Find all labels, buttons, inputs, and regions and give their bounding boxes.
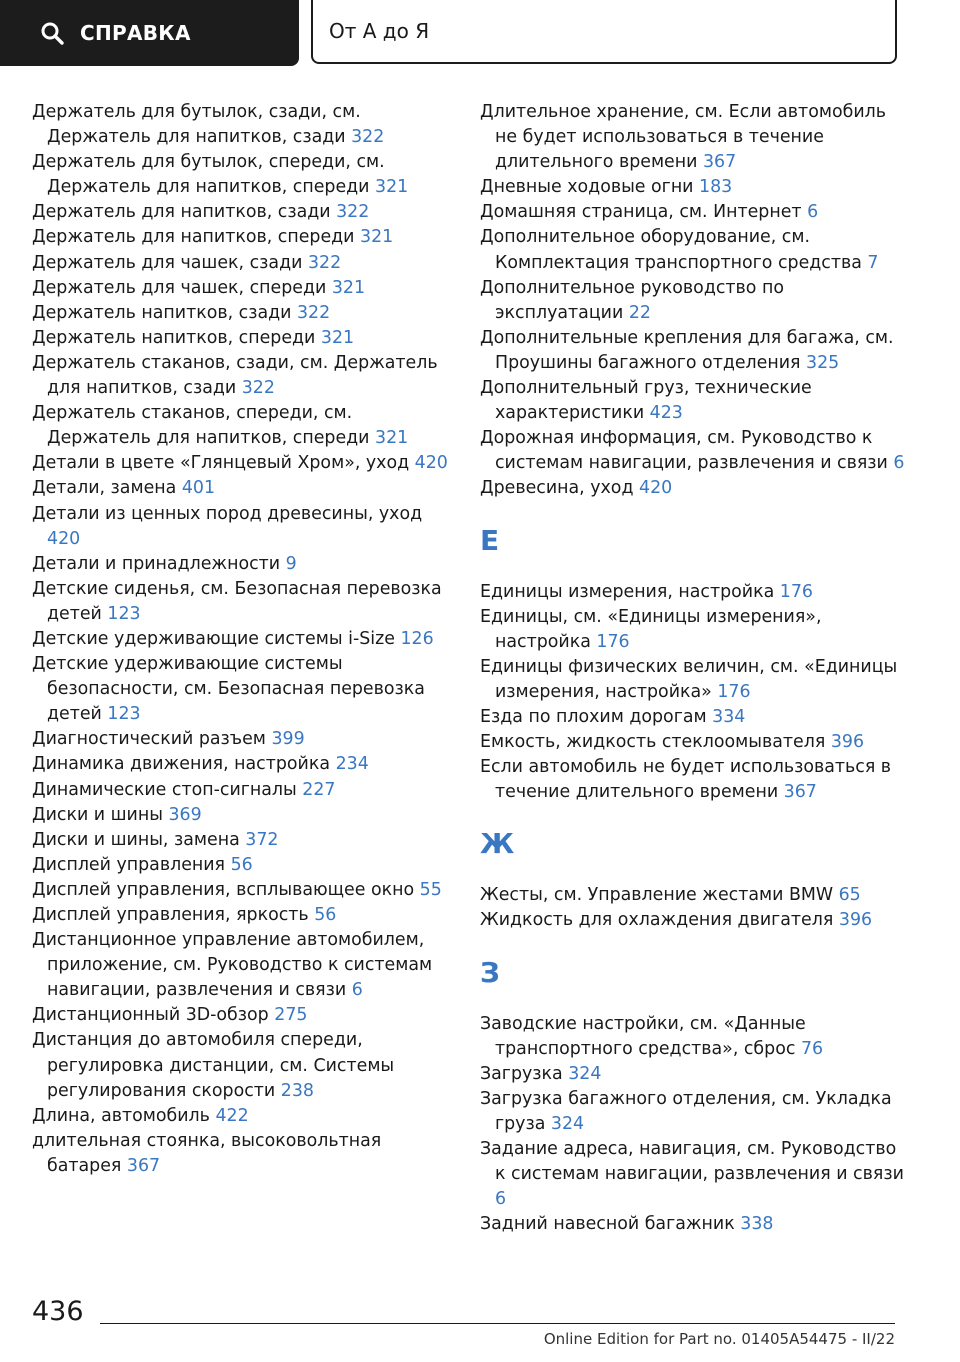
index-entry (32, 451, 452, 476)
page-reference-link[interactable]: 396 (830, 732, 865, 753)
page-reference-link[interactable]: 367 (126, 1155, 161, 1176)
index-entry-text: длительная стоянка, высоковольтная батарея (32, 1130, 382, 1176)
index-entry-text: Дополнительные крепления для багажа, см. Проушины багажного отделения (480, 327, 894, 373)
page-reference-link[interactable]: 56 (230, 854, 253, 875)
index-entry-text: Емкость, жидкость стеклоомывателя (480, 732, 826, 753)
index-entry-text: Детали из ценных пород древесины, уход (32, 503, 423, 524)
index-entry (32, 351, 452, 401)
index-entry-text: Держатель для напитков, спереди (32, 227, 355, 248)
index-entry-text: Заводские настройки, см. «Данные транспортного средства», сброс (480, 1013, 806, 1059)
index-entry-text: Дорожная информация, см. Руководство к системам навигации, развлечения и связи (480, 428, 888, 474)
page-reference-link[interactable]: 321 (320, 327, 355, 348)
index-entry-text: Единицы физических величин, см. «Единицы измерения, настройка» (480, 656, 898, 702)
index-entry (480, 175, 910, 200)
index-entry (32, 502, 452, 552)
index-entry (32, 853, 452, 878)
page-number: 436 (32, 1296, 84, 1327)
index-entry-text: Держатель напитков, спереди (32, 327, 316, 348)
index-entry-text: Задание адреса, навигация, см. Руководство к системам навигации, развлечения и связи (480, 1139, 904, 1185)
page-reference-link[interactable]: 55 (419, 879, 442, 900)
index-entry-text: Дисплей управления, яркость (32, 905, 309, 925)
page-reference-link[interactable]: 176 (779, 581, 813, 602)
footer-divider (100, 1323, 895, 1324)
index-entry-text: Дополнительный груз, технические характеристики (480, 378, 812, 424)
index-entry-text: Детские удерживающие системы безопасности, см. Безопасная перевозка детей (32, 654, 425, 725)
page-reference-link[interactable]: 322 (307, 252, 342, 273)
index-letter-heading: Ж (480, 827, 515, 861)
index-entry-text: Детали, замена (32, 478, 177, 499)
index-entry-text: Загрузка багажного отделения, см. Укладка груза (480, 1088, 892, 1134)
index-entry-text: Дистанция до автомобиля спереди, регулировка дистанции, см. Системы регулирования скорости (32, 1030, 395, 1101)
index-entry-text: Детали и принадлежности (32, 553, 281, 574)
index-entry-text: Детали в цвете «Глянцевый Хром», уход (32, 453, 410, 474)
index-entry-text: Дневные ходовые огни (480, 177, 694, 198)
index-entry-text: Дополнительное оборудование, см. Комплектация транспортного средства (480, 227, 862, 273)
index-entry (32, 627, 452, 652)
edition-note: Online Edition for Part no. 01405A54475 - II/22 (543, 1330, 895, 1348)
index-entry (480, 655, 910, 705)
page-reference-link[interactable]: 324 (550, 1113, 585, 1134)
index-entry (32, 150, 452, 200)
index-entry (480, 705, 910, 730)
index-entry-text: Домашняя страница, см. Интернет (480, 202, 802, 223)
index-entry (32, 1129, 452, 1179)
index-entry (480, 755, 910, 805)
index-entry (32, 1003, 452, 1028)
page-reference-link[interactable]: 126 (400, 628, 434, 649)
page-reference-link[interactable]: 7 (867, 252, 879, 273)
index-entry-text: Дисплей управления (32, 854, 226, 875)
index-entry (32, 752, 452, 777)
index-entry-text: Езда по плохим дорогам (480, 706, 707, 727)
index-entry (32, 652, 452, 727)
index-entry-text: Держатель стаканов, спереди, см. Держатель для напитков, спереди (32, 403, 370, 449)
page-reference-link[interactable]: 9 (285, 553, 297, 574)
page-reference-link[interactable]: 401 (181, 478, 216, 499)
index-entry-text: Держатель напитков, сзади (32, 302, 292, 323)
index-column-right (480, 100, 910, 1237)
index-entry-text: Диагностический разъем (32, 729, 266, 750)
index-entry-text: Дистанционный 3D-обзор (32, 1005, 269, 1026)
page-reference-link[interactable]: 123 (107, 704, 141, 725)
page-reference-link[interactable]: 275 (274, 1005, 308, 1026)
page-reference-link[interactable]: 396 (838, 910, 873, 931)
index-entry (32, 577, 452, 627)
index-entry (480, 100, 910, 175)
index-entry-text: Держатель для бутылок, сзади, см. Держатель для напитков, сзади (32, 102, 361, 148)
index-entry-text: Динамические стоп-сигналы (32, 779, 297, 800)
page-reference-link[interactable]: 420 (414, 453, 448, 474)
index-entry-text: Задний навесной багажник (480, 1214, 735, 1235)
page-reference-link[interactable]: 183 (699, 177, 733, 198)
search-label: СПРАВКА (80, 21, 191, 45)
index-entry (32, 903, 452, 928)
index-entry-text: Диски и шины (32, 804, 163, 825)
section-title: От А до Я (329, 19, 430, 43)
index-entry (480, 1137, 910, 1212)
index-entry-text: Держатель для напитков, сзади (32, 202, 331, 223)
index-entry-text: Динамика движения, настройка (32, 754, 331, 775)
index-entry (32, 1028, 452, 1103)
index-entry (32, 928, 452, 1003)
index-entry (32, 200, 452, 225)
page-reference-link[interactable]: 6 (893, 453, 905, 474)
page-reference-link[interactable]: 372 (245, 829, 279, 850)
index-entry (480, 580, 910, 605)
index-entry (480, 1087, 910, 1137)
index-entry (480, 426, 910, 476)
index-entry-text: Длительное хранение, см. Если автомобиль не будет использоваться в течение длительного времени (480, 102, 886, 173)
index-entry (32, 1104, 452, 1129)
page-reference-link[interactable]: 324 (568, 1063, 602, 1084)
index-entry (32, 778, 452, 803)
page-reference-link[interactable]: 65 (838, 885, 861, 906)
index-entry (480, 883, 910, 908)
page-reference-link[interactable]: 176 (596, 631, 630, 652)
index-entry (480, 730, 910, 755)
index-entry-text: Держатель для бутылок, спереди, см. Держатель для напитков, спереди (32, 152, 385, 198)
page-reference-link[interactable]: 325 (806, 352, 840, 373)
index-entry (480, 276, 910, 326)
page-reference-link[interactable]: 238 (280, 1080, 314, 1101)
index-entry-text: Загрузка (480, 1063, 563, 1084)
page-reference-link[interactable]: 422 (215, 1105, 249, 1126)
index-entry-text: Древесина, уход (480, 478, 634, 499)
index-column-left (32, 100, 452, 1179)
index-entry (32, 276, 452, 301)
page-reference-link[interactable]: 420 (639, 478, 673, 499)
index-entry (32, 828, 452, 853)
index-entry (32, 401, 452, 451)
page-reference-link[interactable]: 322 (296, 302, 331, 323)
index-entry (32, 301, 452, 326)
index-entry (32, 727, 452, 752)
index-entry (480, 376, 910, 426)
section-title-tab[interactable] (311, 0, 897, 64)
index-entry-text: Детские сиденья, см. Безопасная перевозка детей (32, 578, 442, 624)
page-reference-link[interactable]: 322 (336, 202, 370, 223)
index-entry-text: Дисплей управления, всплывающее окно (32, 879, 415, 900)
index-entry (32, 878, 452, 903)
page-reference-link[interactable]: 322 (351, 127, 385, 148)
index-entry (480, 200, 910, 225)
index-letter-heading: З (480, 955, 500, 989)
page-reference-link[interactable]: 56 (314, 905, 337, 925)
index-entry (32, 326, 452, 351)
index-entry (32, 225, 452, 250)
page-reference-link[interactable]: 123 (107, 603, 141, 624)
index-entry-text: Детские удерживающие системы i-Size (32, 628, 395, 649)
index-entry-text: Жесты, см. Управление жестами BMW (480, 885, 834, 906)
index-entry-text: Дистанционное управление автомобилем, приложение, см. Руководство к системам навигации, развлечения и связи (32, 930, 433, 1001)
page-reference-link[interactable]: 76 (800, 1038, 824, 1059)
index-entry-text: Если автомобиль не будет использоваться в течение длительного времени (480, 757, 892, 803)
page-reference-link[interactable]: 321 (375, 177, 409, 198)
page-reference-link[interactable]: 227 (302, 779, 336, 800)
index-entry (32, 100, 452, 150)
index-entry-text: Держатель для чашек, спереди (32, 277, 327, 298)
page-reference-link[interactable]: 22 (628, 302, 651, 323)
page-reference-link[interactable]: 234 (335, 754, 369, 775)
index-letter-heading: Е (480, 523, 500, 557)
index-entry-text: Держатель стаканов, сзади, см. Держатель для напитков, сзади (32, 352, 438, 399)
page-reference-link[interactable]: 321 (375, 428, 409, 449)
index-entry (480, 326, 910, 376)
index-entry (32, 552, 452, 577)
index-entry (32, 476, 452, 501)
page-reference-link[interactable]: 6 (495, 1189, 507, 1210)
index-entry-text: Жидкость для охлаждения двигателя (480, 910, 834, 931)
page-reference-link[interactable]: 176 (717, 681, 751, 702)
index-entry-text: Единицы, см. «Единицы измерения», настройка (480, 606, 822, 652)
index-entry (480, 1212, 910, 1237)
index-entry-text: Держатель для чашек, сзади (32, 252, 303, 273)
index-entry (480, 476, 910, 501)
index-entry (480, 908, 910, 933)
index-entry (32, 251, 452, 276)
page-reference-link[interactable]: 6 (807, 202, 819, 223)
index-entry (480, 1012, 910, 1062)
index-entry-text: Единицы измерения, настройка (480, 581, 775, 602)
page-reference-link[interactable]: 399 (271, 729, 305, 750)
page-reference-link[interactable]: 369 (168, 804, 202, 825)
search-icon (40, 21, 64, 45)
index-entry (480, 1062, 910, 1087)
index-entry (480, 605, 910, 655)
page-reference-link[interactable]: 322 (241, 378, 275, 399)
page-reference-link[interactable]: 321 (360, 227, 394, 248)
search-tab[interactable] (0, 0, 299, 66)
index-entry-text: Длина, автомобиль (32, 1105, 210, 1126)
page-reference-link[interactable]: 367 (702, 152, 737, 173)
page-reference-link[interactable]: 423 (649, 403, 683, 424)
page-reference-link[interactable]: 6 (351, 980, 363, 1001)
page-reference-link[interactable]: 334 (712, 706, 746, 727)
index-entry-text: Дополнительное руководство по эксплуатации (480, 277, 784, 323)
page-header (0, 0, 960, 66)
page-reference-link[interactable]: 367 (783, 782, 817, 803)
index-entry (480, 225, 910, 275)
page-reference-link[interactable]: 420 (47, 528, 81, 549)
index-entry-text: Диски и шины, замена (32, 829, 240, 850)
page-reference-link[interactable]: 321 (331, 277, 366, 298)
page-reference-link[interactable]: 338 (740, 1214, 774, 1235)
index-entry (32, 803, 452, 828)
